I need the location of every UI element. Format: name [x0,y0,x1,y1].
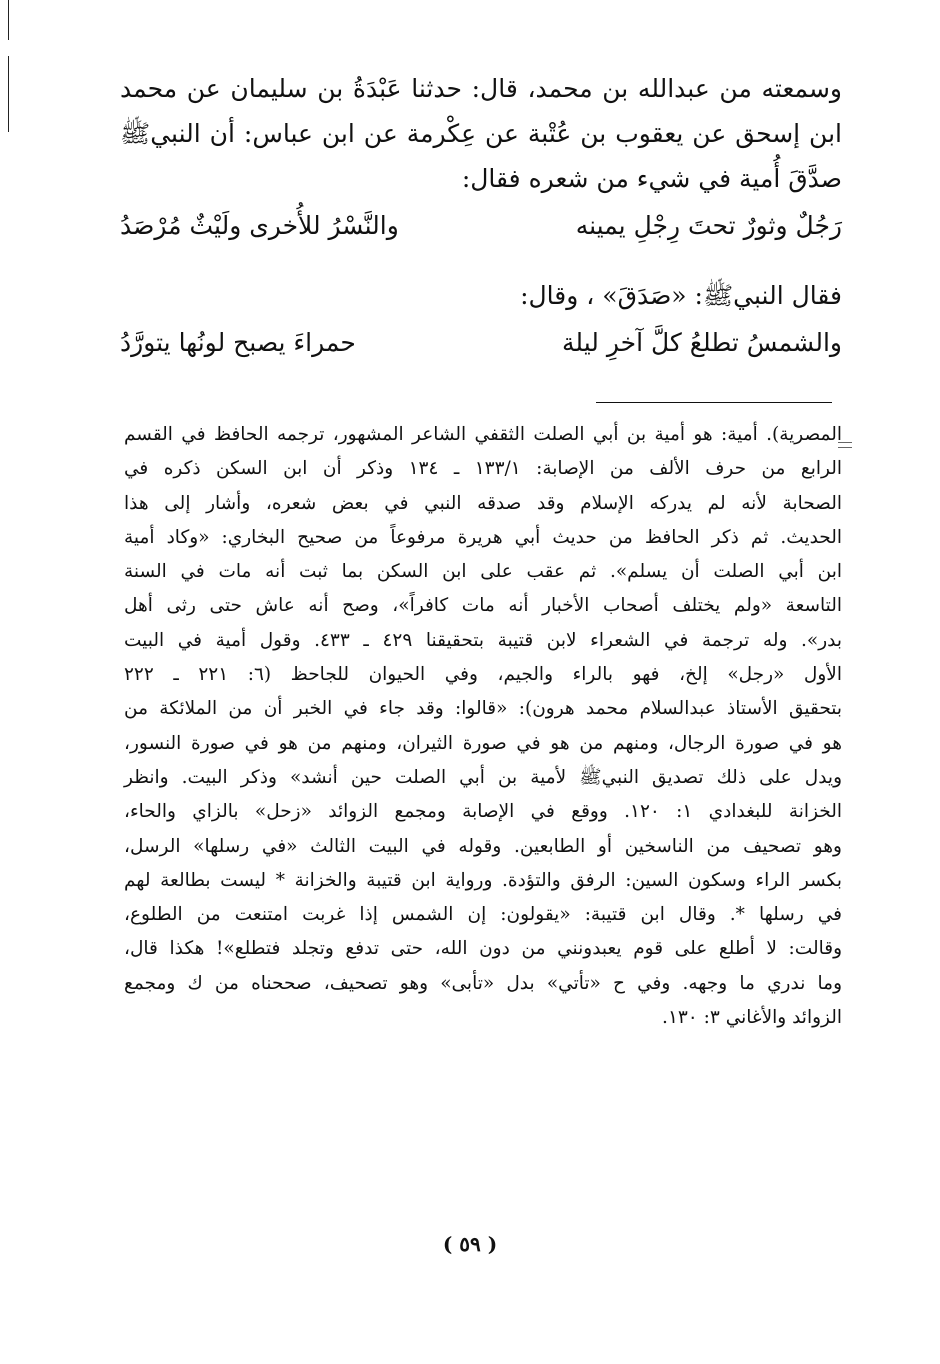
verse-first-hemistich: رَجُلٌ وثورٌ تحتَ رِجْلِ يمينه [575,211,842,240]
page-number: ( ٥٩ ) [442,1232,498,1256]
main-text-line: صدَّقَ أُمية في شيء من شعره فقال: [461,164,842,193]
footnote-line: في رسلها *. وقال ابن قتيبة: «يقولون: إن الشمس إذا غربت امتنعت من الطلوع، [124,904,842,926]
verse-second-hemistich: والنَّسْرُ للأُخرى ولَيْثٌ مُرْصَدُ [120,211,399,240]
footnote-line: بتحقيق الأستاذ عبدالسلام محمد هرون): «قالوا: وقد جاء في الخبر أن من الملائكة من [124,698,842,720]
scan-edge-mark [8,0,9,40]
footnote-line: الأول «رجل» إلخ، فهو بالراء والجيم، وفي الحيوان للجاحظ (٦: ٢٢١ ـ ٢٢٢ [124,664,842,686]
footnote-line: هو في صورة الرجال، ومنهم من هو في صورة الثيران، ومنهم من هو في صورة النسور، [124,732,842,754]
footnote-line: الزوائد والأغاني ٣: ١٣٠. [662,1007,842,1029]
footnote-line: وقالت: لا أطلع على قوم يعبدونني من دون الله، حتى تدفع وتجلد فتطلع»! هكذا قال، [124,938,842,960]
footnote-line: بدر». وله ترجمة في الشعراء لابن قتيبة بتحقيقنا ٤٢٩ ـ ٤٣٣. وقول أمية في البيت [124,629,842,651]
footnote-line: المصرية). أمية: هو أمية بن أبي الصلت الثقفي الشاعر المشهور، ترجمه الحافظ في القسم [124,424,842,445]
footnote-line: وما ندري ما وجهه. وفي ح «تأتي» بدل «تأبى» وهو تصحيف، صححناه من ك ومجمع [124,972,842,994]
footnote-line: وهو تصحيف من الناسخين أو الطابعين. وقوله في البيت الثالث «في رسلها» الرسل، [124,835,842,857]
footnote-block [124,418,842,1035]
verse-second-hemistich: حمراءَ يصبح لونُها يتورَّدُ [120,328,356,357]
footnote-line: الرابع من حرف الألف من الإصابة: ١٣٣/١ ـ ١٣٤ وذكر أن ابن السكن ذكره في [124,458,842,480]
main-text-block [120,66,842,364]
main-text-line: فقال النبيﷺ: «صَدَقَ» ، وقال: [520,281,842,310]
verse-line [120,322,842,364]
footnote-line: ابن أبي الصلت أن يسلم». ثم عقب على ابن السكن بما ثبت أنه مات في السنة [124,561,842,583]
footnote-line: بكسر الراء وسكون السين: الرفق والتؤدة. ورواية ابن قتيبة والخزانة * ليست بطالعة لهم [124,869,842,891]
main-text-line: ابن إسحق عن يعقوب بن عُتْبة عن عِكْرمة عن ابن عباس: أن النبيﷺ [120,119,842,148]
verse-line [120,205,842,247]
footnote-line: الصحابة لأنه لم يدركه الإسلام وقد صدقه النبي في بعض شعره، وأشار إلى هذا [124,492,842,514]
footnote-line: الحديث. ثم ذكر الحافظ من حديث أبي هريرة مرفوعاً من صحيح البخاري: «وكاد أمية [124,526,842,548]
footnote-line: ويدل على ذلك تصديق النبيﷺ لأمية بن أبي الصلت حين أنشد» وذكر البيت. وانظر [124,766,842,788]
verse-first-hemistich: والشمسُ تطلعُ كلَّ آخرِ ليلة [562,328,842,357]
footnote-line: التاسعة «ولم يختلف أصحاب الأخبار أنه مات كافراً»، وصح أنه عاش حتى رثى أهل [124,595,842,617]
footnote-separator [596,402,832,403]
scan-edge-mark [8,56,9,132]
main-text-line: وسمعته من عبدالله بن محمد، قال: حدثنا عَبْدَةُ بن سليمان عن محمد [120,74,842,103]
footnote-line: الخزانة للبغدادي ١: ١٢٠. ووقع في الإصابة ومجمع الزوائد «زحل» بالزاي والحاء، [124,801,842,823]
